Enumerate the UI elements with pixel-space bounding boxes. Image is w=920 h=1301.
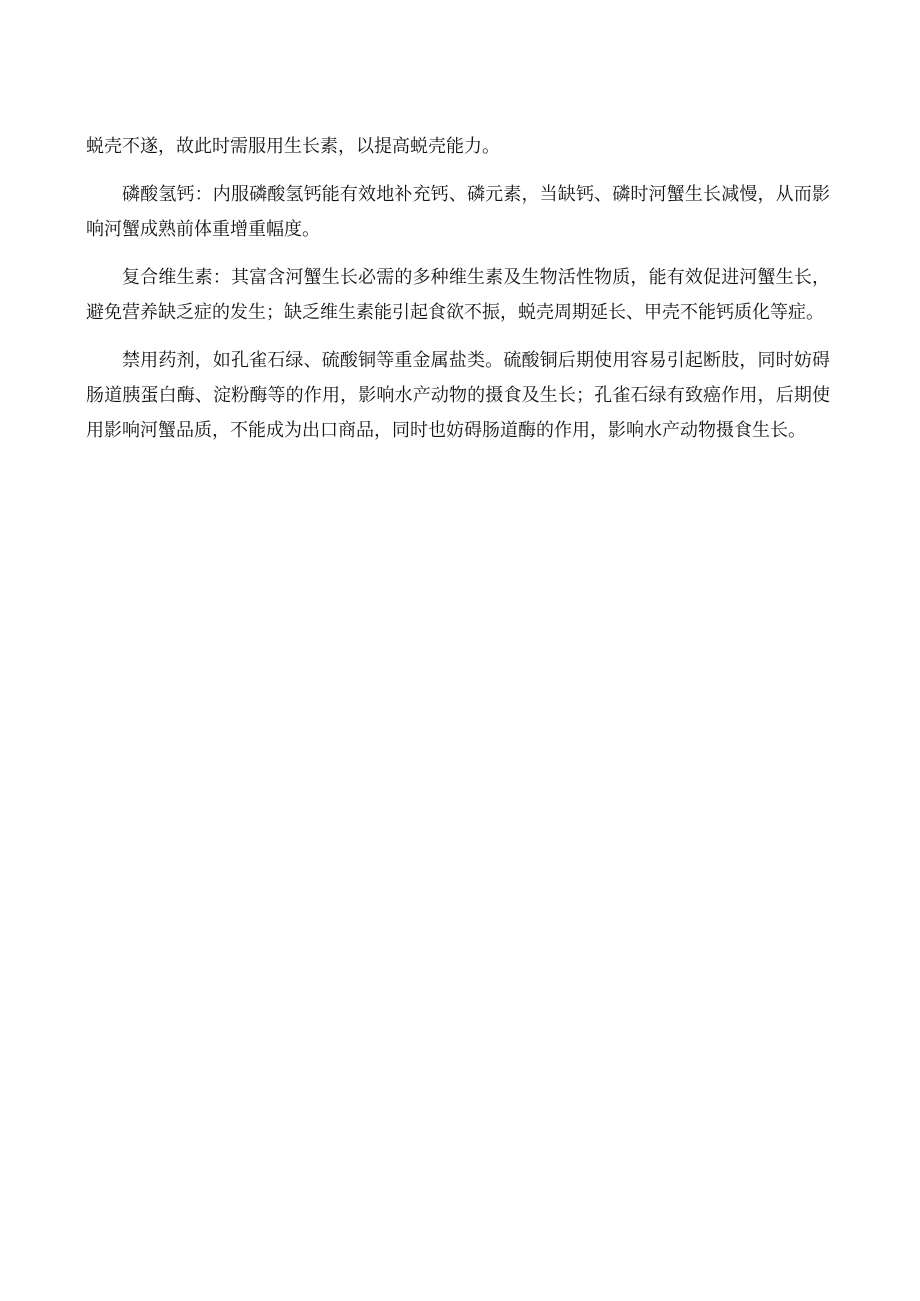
- paragraph-multivitamin: 复合维生素：其富含河蟹生长必需的多种维生素及生物活性物质，能有效促进河蟹生长，避免营养缺乏症的发生；缺乏维生素能引起食欲不振，蜕壳周期延长、甲壳不能钙质化等症。: [86, 267, 830, 323]
- paragraph-continuation: 蜕壳不遂，故此时需服用生长素，以提高蜕壳能力。: [86, 136, 500, 157]
- document-body: [86, 129, 830, 461]
- paragraph-banned-drugs: 禁用药剂，如孔雀石绿、硫酸铜等重金属盐类。硫酸铜后期使用容易引起断肢，同时妨碍肠道胰蛋白酶、淀粉酶等的作用，影响水产动物的摄食及生长；孔雀石绿有致癌作用，后期使用影响河蟹品质，不能成为出口商品，同时也妨碍肠道酶的作用，影响水产动物摄食生长。: [86, 350, 830, 441]
- paragraph-calcium-phosphate: 磷酸氢钙：内服磷酸氢钙能有效地补充钙、磷元素，当缺钙、磷时河蟹生长减慢，从而影响河蟹成熟前体重增重幅度。: [86, 184, 830, 240]
